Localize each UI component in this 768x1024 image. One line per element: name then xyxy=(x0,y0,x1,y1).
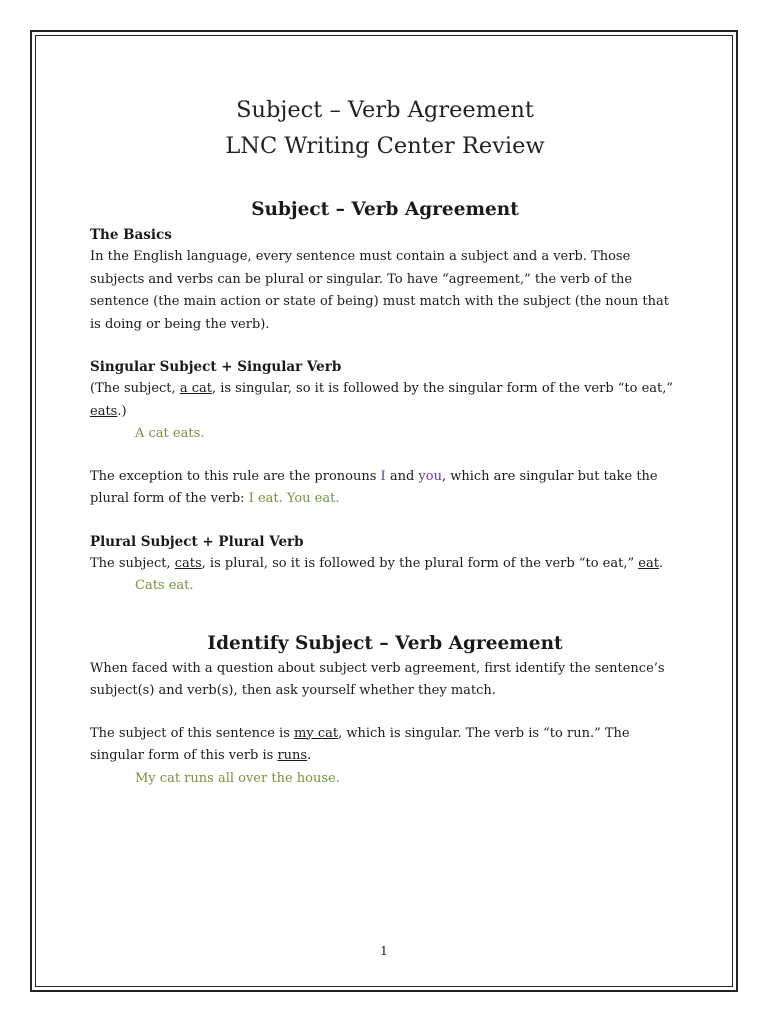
doc-title-line2: LNC Writing Center Review xyxy=(225,133,545,159)
subject-phrase: my cat xyxy=(294,725,339,741)
section1-heading: Subject – Verb Agreement xyxy=(251,199,519,220)
page-number: 1 xyxy=(380,944,388,958)
plural-subject: cats xyxy=(174,555,202,571)
singular-heading: Singular Subject + Singular Verb xyxy=(90,359,342,375)
subject-paragraph: The subject of this sentence is my cat, which is singular. The verb is “to run.” The singular form of this verb is runs. xyxy=(90,725,630,763)
plural-example: Cats eat. xyxy=(135,578,194,593)
subject-verb: runs xyxy=(277,748,308,763)
pronoun-you: you xyxy=(418,468,442,484)
singular-subject: a cat xyxy=(179,381,212,396)
plural-heading: Plural Subject + Plural Verb xyxy=(90,533,304,550)
basics-paragraph: In the English language, every sentence must contain a subject and a verb. Those subjects and verbs can be plural or singular. To have “agreement,” the verb of the sentence (the main action or state of being) must match with the subject (the noun that is doing or being the verb). xyxy=(90,249,669,332)
document-body xyxy=(90,92,680,790)
exception-paragraph: The exception to this rule are the pronouns I and you, which are singular but take the plural form of the verb: I eat. You eat. xyxy=(90,468,658,506)
doc-title-line1: Subject – Verb Agreement xyxy=(236,97,534,123)
exception-example: I eat. You eat. xyxy=(248,491,340,506)
basics-heading: The Basics xyxy=(90,227,172,243)
plural-paragraph: The subject, cats, is plural, so it is followed by the plural form of the verb “to eat,” eat. xyxy=(90,555,664,571)
section2-heading: Identify Subject – Verb Agreement xyxy=(207,632,563,654)
subject-example: My cat runs all over the house. xyxy=(135,770,340,786)
singular-paragraph: (The subject, a cat, is singular, so it is followed by the singular form of the verb “to eat,” eats.) xyxy=(90,381,674,419)
plural-verb: eat xyxy=(638,555,659,571)
pronoun-i: I xyxy=(380,468,386,484)
singular-verb: eats xyxy=(90,403,118,419)
identify-paragraph: When faced with a question about subject verb agreement, first identify the sentence’s subject(s) and verb(s), then ask yourself whether they match. xyxy=(90,660,665,698)
singular-example: A cat eats. xyxy=(135,426,205,441)
